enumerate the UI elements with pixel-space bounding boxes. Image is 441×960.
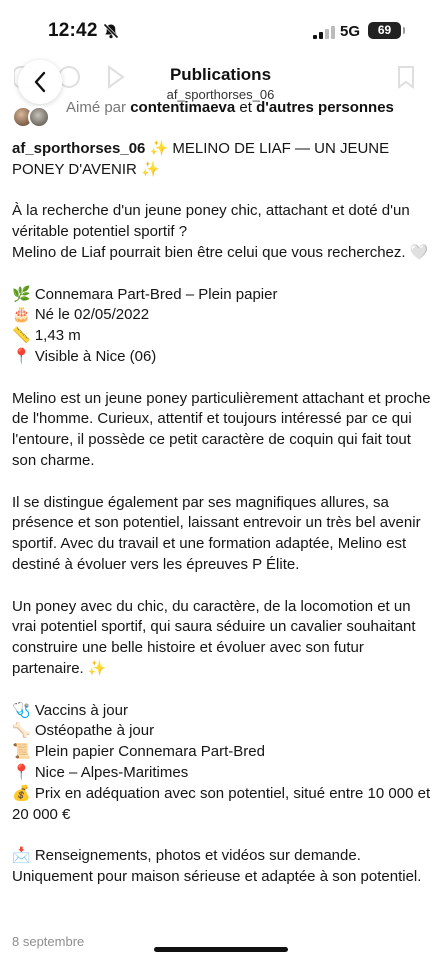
check-papers: 📜 Plein papier Connemara Part-Bred	[12, 743, 265, 761]
liked-by-row[interactable]	[12, 98, 432, 138]
liked-by-others[interactable]: d'autres personnes	[256, 99, 394, 116]
caption-intro-1: À la recherche d'un jeune poney chic, attachant et doté d'un véritable potentiel sportif ?	[12, 202, 410, 241]
check-location: 📍 Nice – Alpes-Maritimes	[12, 763, 189, 781]
post-username[interactable]: af_sporthorses_06	[12, 140, 146, 157]
page-subtitle[interactable]: af_sporthorses_06	[166, 87, 275, 102]
headline-text: ✨ MELINO DE LIAF — UN JEUNE PONEY D'AVENIR ✨	[12, 140, 390, 178]
caption-paragraph-3: Un poney avec du chic, du caractère, de la locomotion et un vrai potentiel sportif, qui saura séduire un cavalier souhaitant construire une belle histoire et évoluer avec son futur partenaire. ✨	[12, 597, 416, 677]
caption-headline	[12, 139, 432, 181]
fact-breed: 🌿 Connemara Part-Bred – Plein papier	[12, 285, 278, 303]
post-caption	[12, 139, 432, 888]
fact-location: 📍 Visible à Nice (06)	[12, 347, 157, 365]
network-type: 5G	[340, 23, 361, 40]
liked-by-prefix: Aimé par	[66, 99, 131, 116]
page-title: Publications	[169, 65, 272, 84]
caption-paragraph-1: Melino est un jeune poney particulièrement attachant et proche de l'homme. Curieux, attentif et toujours intéressé par ce qui l'entoure, il possède ce petit caractère de coquin qui fait tout son charme.	[12, 389, 431, 469]
status-time: 12:42	[48, 20, 98, 41]
check-osteopath: 🦴 Ostéopathe à jour	[12, 722, 155, 740]
liked-by-user[interactable]: contentimaeva	[130, 99, 236, 116]
bell-off-icon	[102, 22, 120, 40]
caption-paragraph-2: Il se distingue également par ses magnifiques allures, sa présence et son potentiel, laissant entrevoir un très bel avenir sportif. Avec du travail et une formation adaptée, Melino est destiné à évoluer vers les épreuves P Élite.	[12, 493, 421, 573]
check-vaccines: 🩺 Vaccins à jour	[12, 701, 128, 719]
header	[0, 52, 441, 104]
fact-birthdate: 🎂 Né le 02/05/2022	[12, 306, 150, 324]
post-date: 8 septembre	[12, 934, 85, 949]
caption-contact: 📩 Renseignements, photos et vidéos sur demande. Uniquement pour maison sérieuse et adaptée à son potentiel.	[12, 847, 422, 885]
caption-intro-2: Melino de Liaf pourrait bien être celui que vous recherchez. 🤍	[12, 243, 429, 261]
signal-icon	[313, 26, 335, 39]
check-price: 💰 Prix en adéquation avec son potentiel, situé entre 10 000 et 20 000 €	[12, 784, 431, 823]
liker-avatar[interactable]	[28, 106, 50, 128]
fact-height: 📏 1,43 m	[12, 327, 81, 345]
home-indicator	[154, 947, 288, 952]
status-bar	[0, 0, 441, 58]
liked-by-text[interactable]	[66, 98, 396, 117]
battery-indicator: 69	[368, 22, 401, 39]
liked-by-middle: et	[235, 99, 257, 116]
